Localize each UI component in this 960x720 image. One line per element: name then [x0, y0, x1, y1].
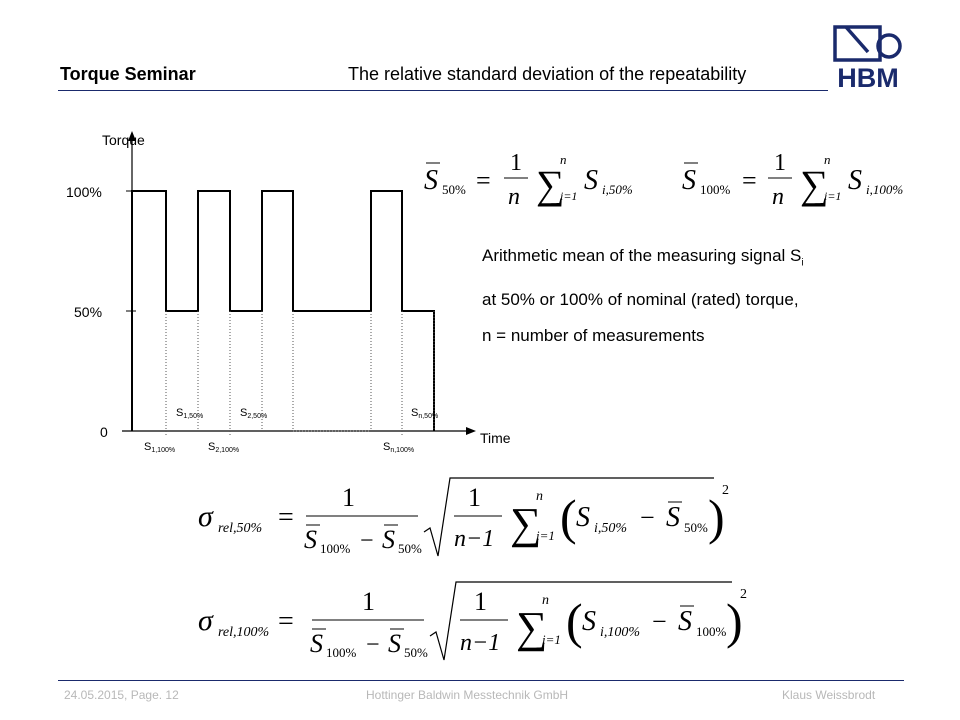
svg-text:−: −	[652, 607, 667, 636]
footer-date-page: 24.05.2015, Page. 12	[64, 688, 179, 702]
y-tick-label: 100%	[66, 184, 102, 200]
guide-lines	[166, 311, 434, 437]
svg-text:S: S	[388, 629, 401, 658]
svg-text:1: 1	[774, 150, 786, 176]
svg-text:n: n	[542, 593, 549, 608]
svg-text:i=1: i=1	[824, 189, 842, 203]
torque-signal	[132, 191, 434, 431]
label-sn-100: Sn,100%	[383, 441, 415, 454]
svg-text:n: n	[560, 152, 567, 167]
svg-text:i,100%: i,100%	[866, 182, 904, 197]
svg-text:−: −	[640, 503, 655, 532]
formula-mean-100	[676, 140, 926, 220]
y-axis-label: Torque	[102, 132, 145, 148]
svg-text:1: 1	[468, 483, 481, 512]
svg-text:50%: 50%	[684, 520, 708, 535]
svg-text:S: S	[678, 606, 692, 637]
svg-text:n: n	[772, 184, 784, 210]
svg-text:1: 1	[474, 587, 487, 616]
svg-text:−: −	[360, 528, 374, 554]
svg-text:−: −	[366, 632, 380, 658]
svg-text:S: S	[848, 165, 862, 196]
svg-text:rel,100%: rel,100%	[218, 625, 270, 640]
label-s2-50: S2,50%	[240, 407, 268, 420]
svg-text:∑: ∑	[536, 162, 565, 207]
x-axis-arrow	[466, 427, 476, 435]
x-axis-label: Time	[480, 430, 511, 446]
footer-author: Klaus Weissbrodt	[782, 688, 876, 702]
svg-text:S: S	[382, 525, 395, 554]
footer-company: Hottinger Baldwin Messtechnik GmbH	[366, 688, 569, 702]
svg-text:i=1: i=1	[560, 189, 578, 203]
footer-rule	[58, 680, 904, 681]
y-tick-label: 0	[100, 424, 108, 440]
svg-text:S: S	[424, 165, 438, 196]
svg-text:100%: 100%	[326, 645, 357, 660]
formula-mean-50	[418, 140, 648, 220]
description-line-2: at 50% or 100% of nominal (rated) torque,	[482, 290, 799, 309]
label-sn-50: Sn,50%	[411, 407, 439, 420]
svg-text:): )	[708, 489, 725, 545]
logo-text: HBM	[837, 63, 899, 93]
svg-text:n−1: n−1	[460, 630, 501, 656]
svg-text:2: 2	[740, 587, 747, 602]
y-tick-label: 50%	[74, 304, 103, 320]
formula-sigma-100	[192, 576, 752, 666]
svg-text:S: S	[666, 502, 680, 533]
label-s2-100: S2,100%	[208, 441, 240, 454]
svg-text:1: 1	[342, 483, 355, 512]
svg-text:S: S	[584, 165, 598, 196]
svg-text:50%: 50%	[442, 182, 466, 197]
svg-text:n: n	[508, 184, 520, 210]
svg-text:n: n	[536, 489, 543, 504]
svg-text:S: S	[576, 502, 590, 533]
svg-text:): )	[726, 593, 743, 649]
svg-text:i,50%: i,50%	[594, 521, 628, 536]
svg-text:n−1: n−1	[454, 526, 495, 552]
formula-sigma-50	[192, 472, 732, 562]
svg-text:S: S	[310, 629, 323, 658]
description-line-3: n = number of measurements	[482, 326, 705, 345]
svg-text:50%: 50%	[404, 645, 428, 660]
label-s1-100: S1,100%	[144, 441, 176, 454]
svg-text:1: 1	[510, 150, 522, 176]
svg-text:σ: σ	[198, 604, 213, 637]
label-s1-50: S1,50%	[176, 407, 204, 420]
logo-box	[835, 27, 880, 60]
svg-text:(: (	[560, 489, 577, 545]
svg-text:∑: ∑	[516, 603, 548, 652]
svg-text:100%: 100%	[700, 182, 731, 197]
slide-title: The relative standard deviation of the repeatability	[348, 64, 747, 84]
svg-text:100%: 100%	[696, 624, 727, 639]
svg-text:50%: 50%	[398, 541, 422, 556]
svg-text:=: =	[278, 606, 294, 637]
svg-text:rel,50%: rel,50%	[218, 521, 263, 536]
svg-text:1: 1	[362, 587, 375, 616]
svg-text:i=1: i=1	[536, 528, 555, 543]
svg-text:=: =	[278, 502, 294, 533]
logo-diagonal	[846, 27, 868, 52]
svg-text:i,100%: i,100%	[600, 625, 641, 640]
torque-diagram	[60, 125, 511, 465]
svg-text:n: n	[824, 152, 831, 167]
svg-text:i,50%: i,50%	[602, 182, 633, 197]
hbm-logo	[832, 24, 904, 93]
svg-text:2: 2	[722, 483, 729, 498]
header-rule	[58, 90, 828, 91]
svg-text:∑: ∑	[510, 499, 542, 548]
svg-text:(: (	[566, 593, 583, 649]
svg-text:S: S	[582, 606, 596, 637]
svg-text:i=1: i=1	[542, 632, 561, 647]
svg-text:=: =	[476, 166, 491, 195]
svg-text:=: =	[742, 166, 757, 195]
svg-text:∑: ∑	[800, 162, 829, 207]
svg-text:S: S	[682, 165, 696, 196]
svg-text:σ: σ	[198, 500, 213, 533]
svg-text:S: S	[304, 525, 317, 554]
svg-text:100%: 100%	[320, 541, 351, 556]
section-title: Torque Seminar	[60, 64, 196, 84]
description-line-1: Arithmetic mean of the measuring signal $S_i$	[482, 246, 804, 269]
